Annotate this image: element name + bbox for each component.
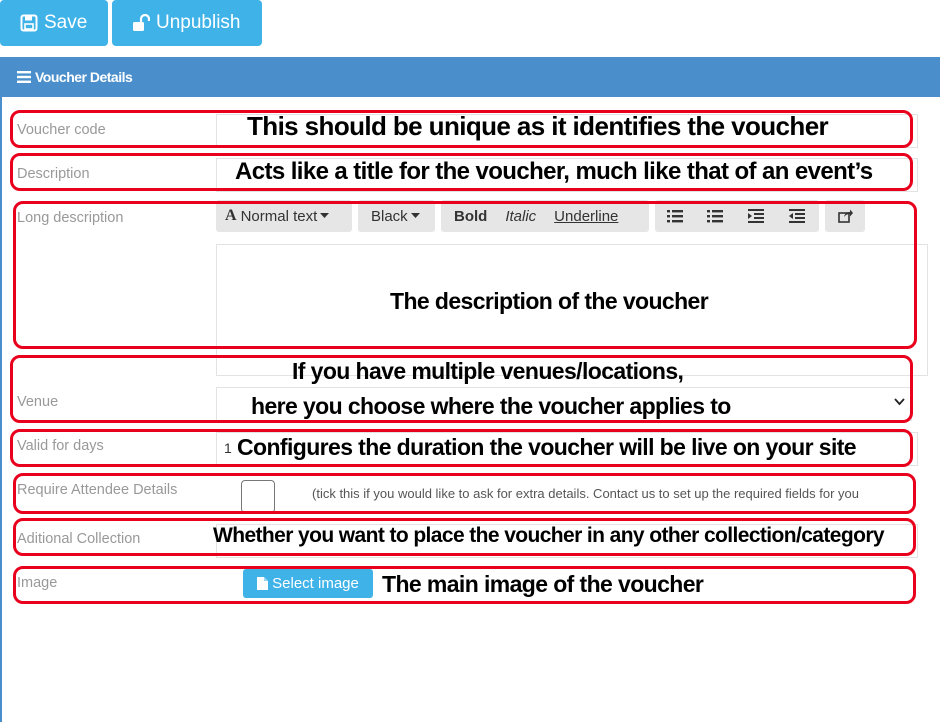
panel-header xyxy=(0,57,940,97)
require-attendee-label: Require Attendee Details xyxy=(17,482,178,498)
require-attendee-hint: (tick this if you would like to ask for extra details. Contact us to set up the required fields for you xyxy=(312,486,859,501)
voucher-code-label: Voucher code xyxy=(17,122,106,138)
annotation-venue-line1: If you have multiple venues/locations, xyxy=(292,358,684,384)
valid-days-label: Valid for days xyxy=(17,438,104,454)
image-label: Image xyxy=(17,575,58,591)
unlock-icon xyxy=(132,14,150,32)
annotation-image: The main image of the voucher xyxy=(382,571,704,597)
annotation-description: Acts like a title for the voucher, much like that of an event’s xyxy=(235,158,873,185)
annotation-box-require-attendee xyxy=(13,473,916,514)
description-label: Description xyxy=(17,166,90,182)
save-button[interactable] xyxy=(0,0,108,46)
additional-collection-label: Aditional Collection xyxy=(17,531,141,547)
color-value: Black xyxy=(371,207,408,225)
italic-button[interactable]: Italic xyxy=(505,207,537,225)
select-image-label: Select image xyxy=(272,575,359,592)
unpublish-label: Unpublish xyxy=(156,12,241,33)
underline-button[interactable]: Underline xyxy=(554,207,619,225)
panel-title: Voucher Details xyxy=(35,69,133,85)
long-description-label: Long description xyxy=(17,210,124,226)
font-style-value: Normal text xyxy=(240,207,318,225)
annotation-box-long-description xyxy=(13,201,917,349)
annotation-voucher-code: This should be unique as it identifies the voucher xyxy=(247,111,829,141)
annotation-venue-line2: here you choose where the voucher applies to xyxy=(251,393,731,419)
save-label: Save xyxy=(44,12,88,33)
menu-bars-icon xyxy=(17,71,31,83)
bold-button[interactable]: Bold xyxy=(454,207,488,225)
venue-label: Venue xyxy=(17,394,59,410)
annotation-long-description: The description of the voucher xyxy=(390,288,709,314)
unpublish-button[interactable] xyxy=(112,0,262,46)
annotation-valid-days: Configures the duration the voucher will be live on your site xyxy=(237,434,856,460)
annotation-collection: Whether you want to place the voucher in any other collection/category xyxy=(213,524,884,547)
valid-days-value: 1 xyxy=(224,440,232,456)
font-icon: A xyxy=(225,207,237,224)
floppy-disk-icon xyxy=(20,14,38,32)
